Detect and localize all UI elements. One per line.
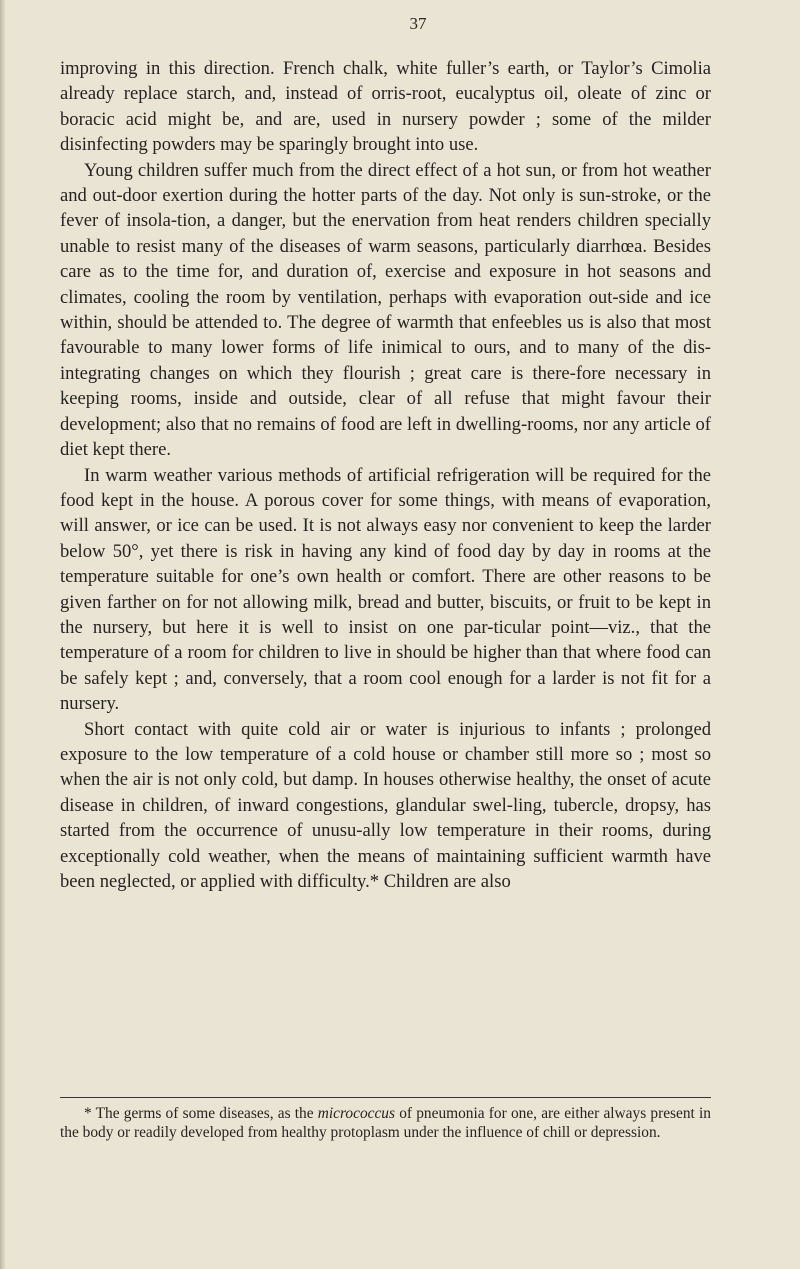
footnote-text-before: * The germs of some diseases, as the bbox=[84, 1105, 318, 1122]
page-edge-shadow bbox=[0, 0, 6, 1269]
paragraph-4: Short contact with quite cold air or water is injurious to infants ; prolonged exposure to the low temperature of a cold house or chamber still more so ; most so when the air is not only cold, but damp. In houses otherwise healthy, the onset of acute disease in children, of inward congestions, glandular swel-ling, tubercle, dropsy, has started from the occurrence of unusu-ally low temperature in their rooms, during exceptionally cold weather, when the means of maintaining sufficient warmth have been neglected, or applied with difficulty.* Children are also bbox=[60, 718, 711, 892]
paragraph-2: Young children suffer much from the direct effect of a hot sun, or from hot weather and out-door exertion during the hotter parts of the day. Not only is sun-stroke, or the fever of insola-tion, a danger, but the enervation from heat renders children specially unable to resist many of the diseases of warm seasons, particularly diarrhœa. Besides care as to the time for, and duration of, exercise and exposure in hot seasons and climates, cooling the room by ventilation, perhaps with evaporation out-side and ice within, should be attended to. The degree of warmth that enfeebles us is also that most favourable to many lower forms of life inimical to ours, and to many of the dis-integrating changes on which they flourish ; great care is there-fore necessary in keeping rooms, inside and outside, clear of all refuse that might favour their development; also that no remains of food are left in dwelling-rooms, nor any article of diet kept there. bbox=[60, 159, 711, 461]
footnote-term: micrococcus bbox=[317, 1105, 395, 1122]
paragraph-1: improving in this direction. French chalk, white fuller’s earth, or Taylor’s Cimolia already replace starch, and, instead of orris-root, eucalyptus oil, oleate of zinc or boracic acid might be, and are, used in nursery powder ; some of the milder disinfecting powders may be sparingly brought into use. bbox=[60, 58, 711, 156]
paragraph-3: In warm weather various methods of artificial refrigeration will be required for the food kept in the house. A porous cover for some things, with means of evaporation, will answer, or ice can be used. It is not always easy nor convenient to keep the larder below 50°, yet there is risk in having any kind of food day by day in rooms at the temperature suitable for one’s own health or comfort. There are other reasons to be given farther on for not allowing milk, bread and butter, biscuits, or fruit to be kept in the nursery, but here it is well to insist on one par-ticular point—viz., that the temperature of a room for children to live in should be higher than that where food can be safely kept ; and, conversely, that a room cool enough for a larder is not fit for a nursery. bbox=[60, 464, 711, 715]
footnote-text bbox=[60, 1104, 711, 1142]
footnote-divider bbox=[60, 1097, 711, 1098]
footnote-text-after: of pneumonia for one, are either always present in the body or readily developed from healthy protoplasm under the influence of chill or depression. bbox=[60, 1105, 712, 1141]
body-text bbox=[60, 56, 711, 894]
page-number: 37 bbox=[409, 14, 427, 33]
footnote bbox=[60, 1104, 711, 1142]
